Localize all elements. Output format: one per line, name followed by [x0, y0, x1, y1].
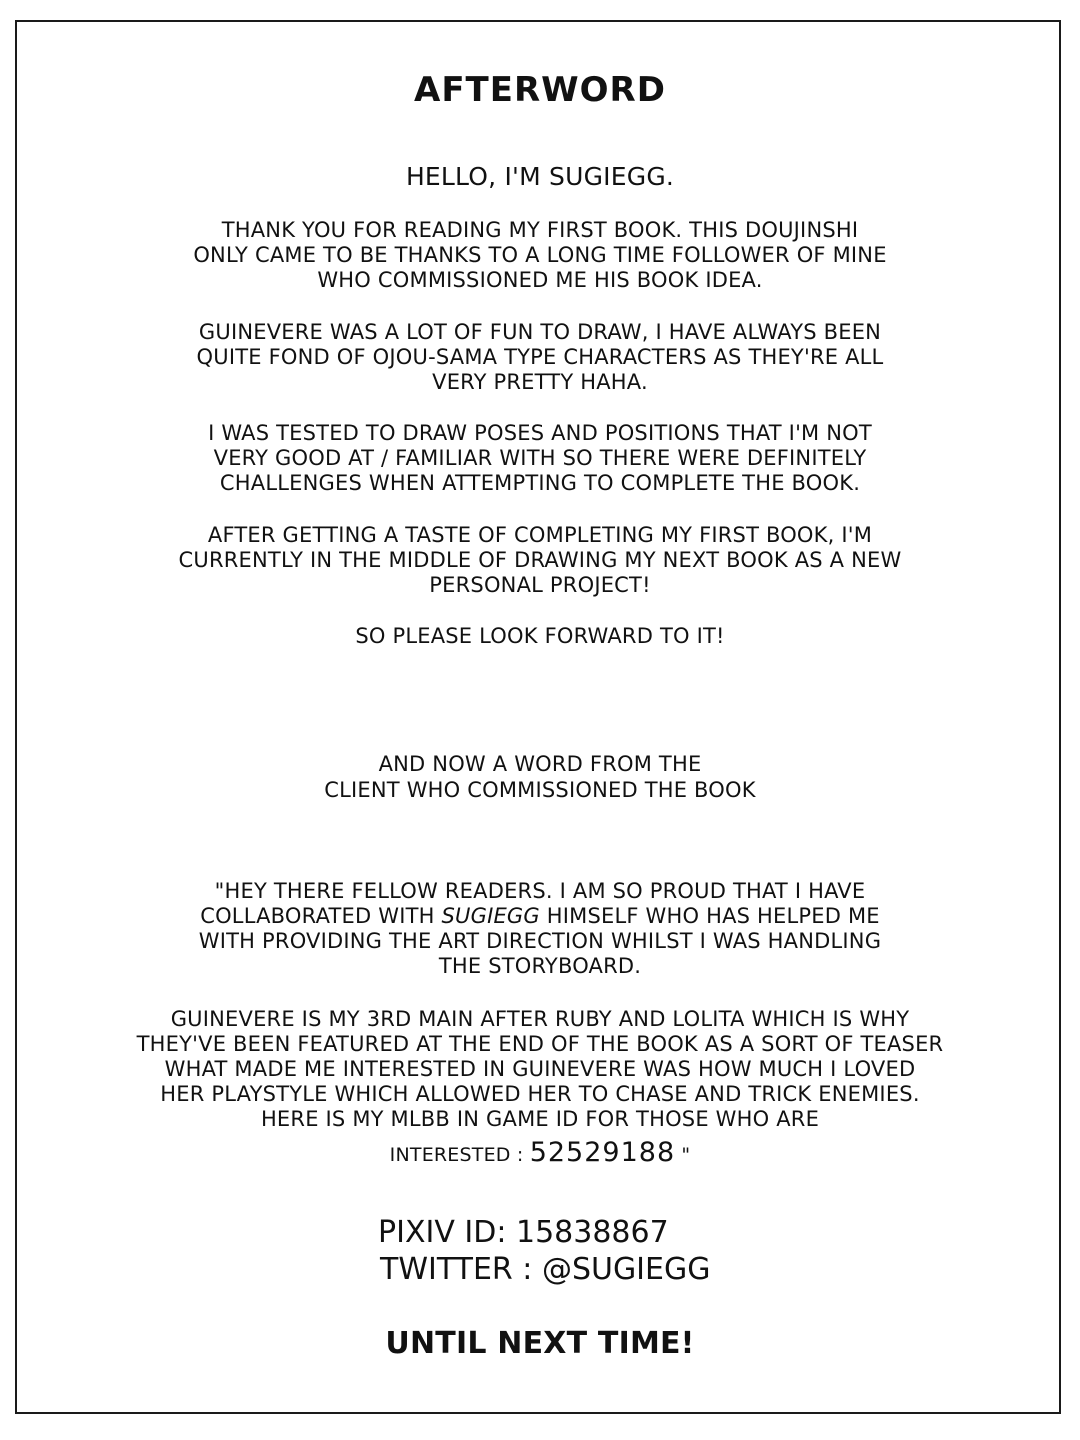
- paragraph-line: WHAT MADE ME INTERESTED IN GUINEVERE WAS HOW MUCH I LOVED: [164, 1057, 916, 1081]
- collab-text-before: COLLABORATED WITH: [200, 904, 442, 928]
- pixiv-id: PIXIV ID: 15838867: [378, 1215, 669, 1250]
- paragraph-line: CURRENTLY IN THE MIDDLE OF DRAWING MY NEXT BOOK AS A NEW: [178, 548, 902, 572]
- paragraph-line: I WAS TESTED TO DRAW POSES AND POSITIONS THAT I'M NOT: [208, 421, 872, 445]
- paragraph-line: ONLY CAME TO BE THANKS TO A LONG TIME FOLLOWER OF MINE: [193, 243, 887, 267]
- collab-text-after: HIMSELF WHO HAS HELPED ME: [539, 904, 880, 928]
- closing-line: UNTIL NEXT TIME!: [385, 1326, 695, 1361]
- paragraph-line: HERE IS MY MLBB IN GAME ID FOR THOSE WHO ARE: [260, 1107, 820, 1131]
- paragraph-line: "HEY THERE FELLOW READERS. I AM SO PROUD THAT I HAVE: [214, 879, 866, 903]
- paragraph-line: GUINEVERE IS MY 3RD MAIN AFTER RUBY AND LOLITA WHICH IS WHY: [170, 1007, 910, 1031]
- paragraph-line: [0, 904, 1080, 929]
- client-intro-line: AND NOW A WORD FROM THE: [378, 752, 702, 776]
- paragraph-line: VERY GOOD AT / FAMILIAR WITH SO THERE WERE DEFINITELY: [213, 446, 867, 470]
- paragraph-line: PERSONAL PROJECT!: [429, 573, 651, 597]
- paragraph-line: VERY PRETTY HAHA.: [432, 370, 648, 394]
- game-id-suffix: ": [675, 1144, 691, 1166]
- artist-name: SUGIEGG: [441, 904, 540, 928]
- contact-info: [378, 1214, 710, 1288]
- game-id-line: [0, 1137, 1080, 1168]
- game-id-prefix: INTERESTED :: [389, 1144, 530, 1166]
- paragraph-line: THANK YOU FOR READING MY FIRST BOOK. THIS DOUJINSHI: [221, 218, 859, 242]
- paragraph-line: HER PLAYSTYLE WHICH ALLOWED HER TO CHASE AND TRICK ENEMIES.: [160, 1082, 920, 1106]
- paragraph-line: QUITE FOND OF OJOU-SAMA TYPE CHARACTERS AS THEY'RE ALL: [196, 345, 884, 369]
- paragraph-line: GUINEVERE WAS A LOT OF FUN TO DRAW, I HAVE ALWAYS BEEN: [198, 320, 882, 344]
- paragraph-line: AFTER GETTING A TASTE OF COMPLETING MY FIRST BOOK, I'M: [207, 523, 873, 547]
- game-id-value: 52529188: [529, 1137, 676, 1168]
- paragraph-line: CHALLENGES WHEN ATTEMPTING TO COMPLETE THE BOOK.: [219, 471, 861, 495]
- paragraph-line: THE STORYBOARD.: [438, 954, 642, 978]
- client-intro-line: CLIENT WHO COMMISSIONED THE BOOK: [324, 778, 756, 802]
- paragraph-look-forward: SO PLEASE LOOK FORWARD TO IT!: [355, 624, 725, 648]
- paragraph-line: THEY'VE BEEN FEATURED AT THE END OF THE BOOK AS A SORT OF TEASER: [136, 1032, 944, 1056]
- paragraph-line: WHO COMMISSIONED ME HIS BOOK IDEA.: [317, 268, 763, 292]
- greeting: HELLO, I'M SUGIEGG.: [405, 162, 675, 191]
- page-title: AFTERWORD: [414, 70, 666, 110]
- twitter-handle: TWITTER : @SUGIEGG: [380, 1252, 711, 1287]
- paragraph-line: WITH PROVIDING THE ART DIRECTION WHILST I WAS HANDLING: [198, 929, 882, 953]
